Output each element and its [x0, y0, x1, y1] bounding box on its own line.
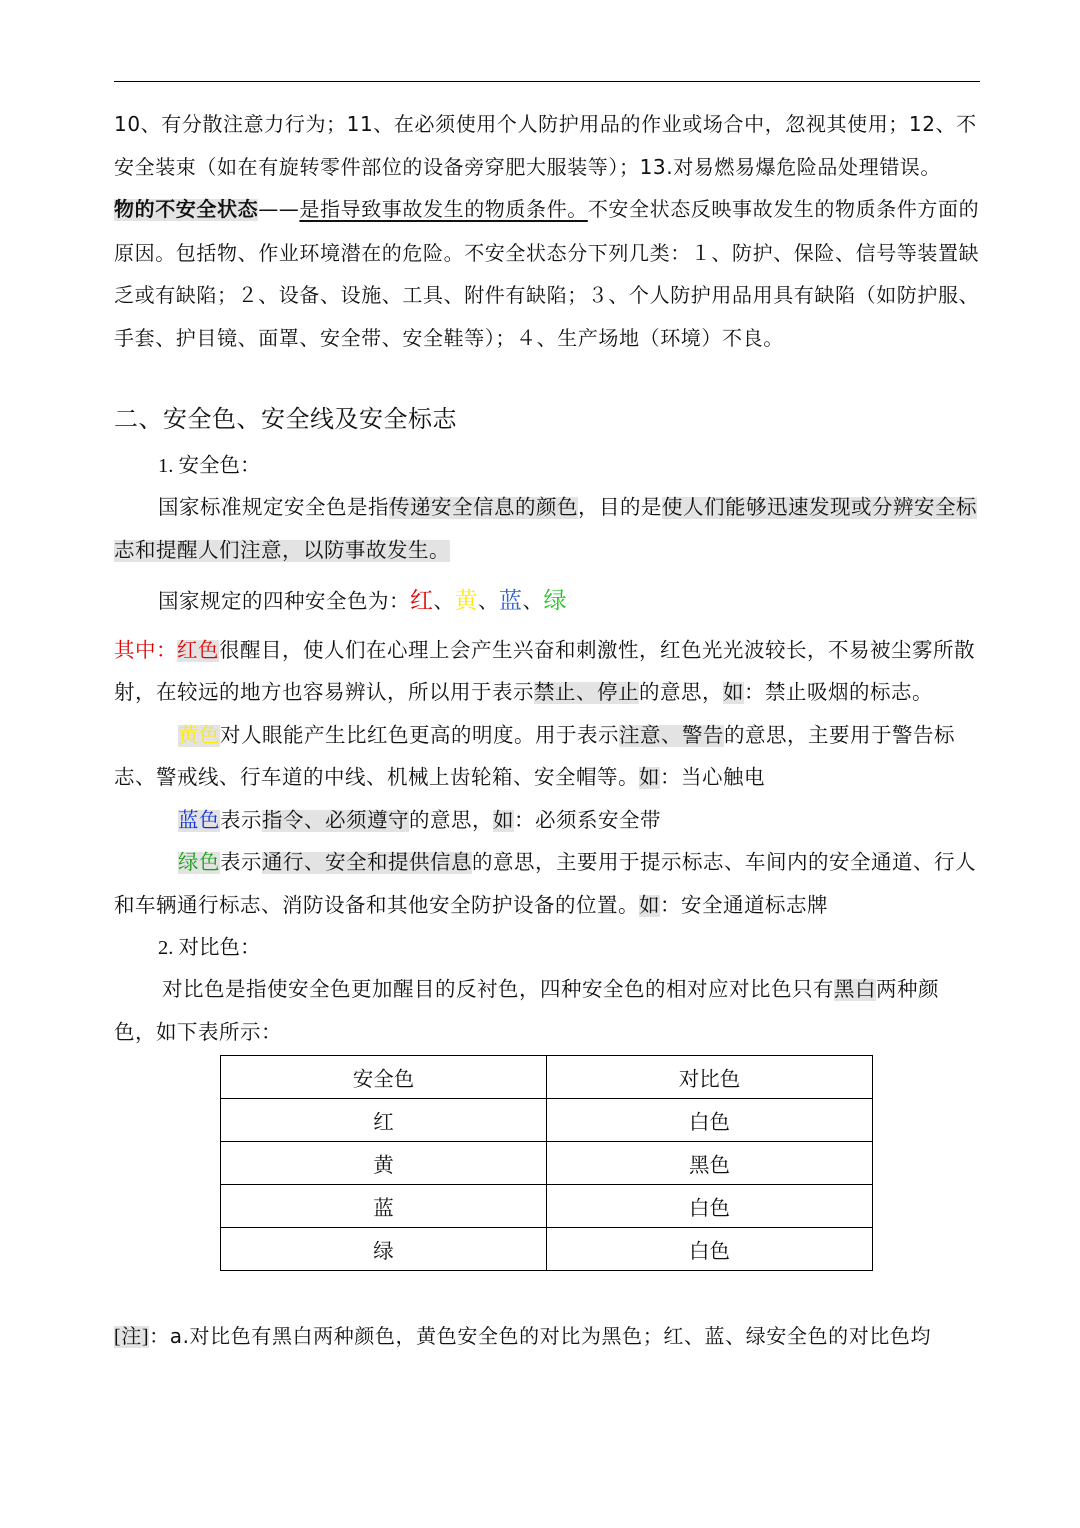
text-run: 的意思， [409, 809, 493, 832]
label-blue-color: 蓝色 [178, 809, 220, 832]
highlight-run: 如 [723, 682, 744, 704]
text-run: 表示 [220, 809, 262, 832]
color-blue: 蓝 [499, 588, 523, 613]
section-heading: 二、安全色、安全线及安全标志 [114, 407, 457, 433]
text-run: 国家规定的四种安全色为： [158, 591, 410, 613]
table-header-cell: 安全色 [221, 1056, 547, 1099]
table-row [221, 1142, 873, 1185]
highlight-run: 使人们能够迅速发现或分辨安全标志和提醒人们注意，以防事故发生。 [114, 497, 977, 562]
table-cell: 白色 [547, 1228, 873, 1271]
highlight-run: 如 [639, 894, 660, 917]
paragraph-contrast [114, 969, 980, 1054]
paragraph-unsafe-behavior: 10、有分散注意力行为；11、在必须使用个人防护用品的作业或场合中，忽视其使用；12、不安全装束（如在有旋转零件部位的设备旁穿肥大服装等）；13.对易燃易爆危险品处理错误。 [114, 112, 977, 179]
text-run: 表示 [220, 852, 262, 874]
highlight-run: 禁止、停止 [534, 682, 639, 704]
table-cell: 蓝 [221, 1185, 547, 1228]
text-run: 的意思，主要用于警告标志、警戒线、行车道的中线、机械上齿轮箱、安全帽等。 [114, 724, 955, 789]
text-run: 的意思，主要用于提示标志、车间内的安全通道、行人和车辆通行标志、消防设备和其他安全防护设备的位置。 [114, 852, 976, 917]
highlight-run: 指令、必须遵守 [262, 809, 409, 832]
term-dash: —— [258, 197, 300, 221]
table-row [221, 1228, 873, 1271]
table-header-row [221, 1056, 873, 1099]
label-yellow-color: 黄色 [178, 724, 220, 747]
text-run: 两种颜色，如下表所示： [114, 979, 939, 1044]
table-header-cell: 对比色 [547, 1056, 873, 1099]
table-row [221, 1185, 873, 1228]
text-run: ，目的是 [578, 497, 662, 519]
separator: 、 [478, 591, 499, 613]
separator: 、 [522, 591, 544, 613]
table-row [221, 1099, 873, 1142]
paragraph-green [114, 842, 980, 927]
color-yellow: 黄 [454, 588, 478, 613]
paragraph-yellow [114, 715, 980, 800]
color-red: 红 [410, 588, 434, 613]
table-cell: 黑色 [547, 1142, 873, 1185]
text-run: 对比色是指使安全色更加醒目的反衬色，四种安全色的相对应对比色只有 [162, 979, 834, 1001]
term-rest: 不安全状态反映事故发生的物质条件方面的原因。包括物、作业环境潜在的危险。不安全状态分下列几类：１、防护、保险、信号等装置缺乏或有缺陷；２、设备、设施、工具、附件有缺陷；３、个人防护用品用具有缺陷（如防护服、手套、护目镜、面罩、安全带、安全鞋等）；４、生产场地（环境）不良。 [114, 197, 980, 350]
table-cell: 红 [221, 1099, 547, 1142]
note-label: [注] [114, 1326, 150, 1348]
text-run: ：当心触电 [660, 767, 765, 789]
separator: 、 [433, 591, 455, 613]
text-run: ：必须系安全带 [514, 809, 661, 832]
highlight-run: 通行、安全和提供信息 [262, 852, 472, 874]
text-run: 的意思， [639, 682, 723, 704]
table-cell: 黄 [221, 1142, 547, 1185]
text-run: 对人眼能产生比红色更高的明度。用于表示 [220, 724, 619, 747]
color-green: 绿 [543, 588, 567, 613]
label-red-color: 红色 [177, 639, 219, 662]
text-run: 国家标准规定安全色是指 [158, 497, 389, 519]
paragraph-unsafe-conditions [114, 188, 980, 359]
highlight-run: 传递安全信息的颜色 [389, 497, 578, 519]
label-green-color: 绿色 [178, 852, 220, 874]
contrast-table [220, 1055, 873, 1271]
subheading-contrast-color: 2. 对比色： [158, 937, 261, 959]
highlight-run: 如 [639, 767, 660, 789]
header-rule [114, 81, 980, 82]
text-run: ：禁止吸烟的标志。 [744, 682, 933, 704]
label-red: 其中： [114, 639, 177, 662]
paragraph-red [114, 630, 980, 715]
term-label: 物的不安全状态 [114, 199, 259, 221]
highlight-run: 如 [493, 809, 514, 832]
table-cell: 白色 [547, 1185, 873, 1228]
page-content [114, 103, 980, 1359]
note-text: ：a.对比色有黑白两种颜色，黄色安全色的对比为黑色；红、蓝、绿安全色的对比色均 [149, 1324, 932, 1348]
term-definition: 是指导致事故发生的物质条件。 [299, 197, 588, 221]
paragraph-blue [114, 800, 980, 843]
paragraph-safety-color-definition [114, 487, 980, 572]
paragraph-note [114, 1315, 980, 1359]
text-run: ：安全通道标志牌 [660, 894, 828, 917]
table-cell: 绿 [221, 1228, 547, 1271]
subheading-safety-color: 1. 安全色： [158, 455, 261, 477]
paragraph-four-colors [114, 580, 980, 624]
highlight-run: 注意、警告 [619, 724, 724, 747]
highlight-run: 黑白 [834, 979, 876, 1001]
text-run: 很醒目，使人们在心理上会产生兴奋和刺激性，红色光光波较长，不易被尘雾所散射，在较远的地方也容易辨认，所以用于表示 [114, 639, 975, 704]
table-cell: 白色 [547, 1099, 873, 1142]
